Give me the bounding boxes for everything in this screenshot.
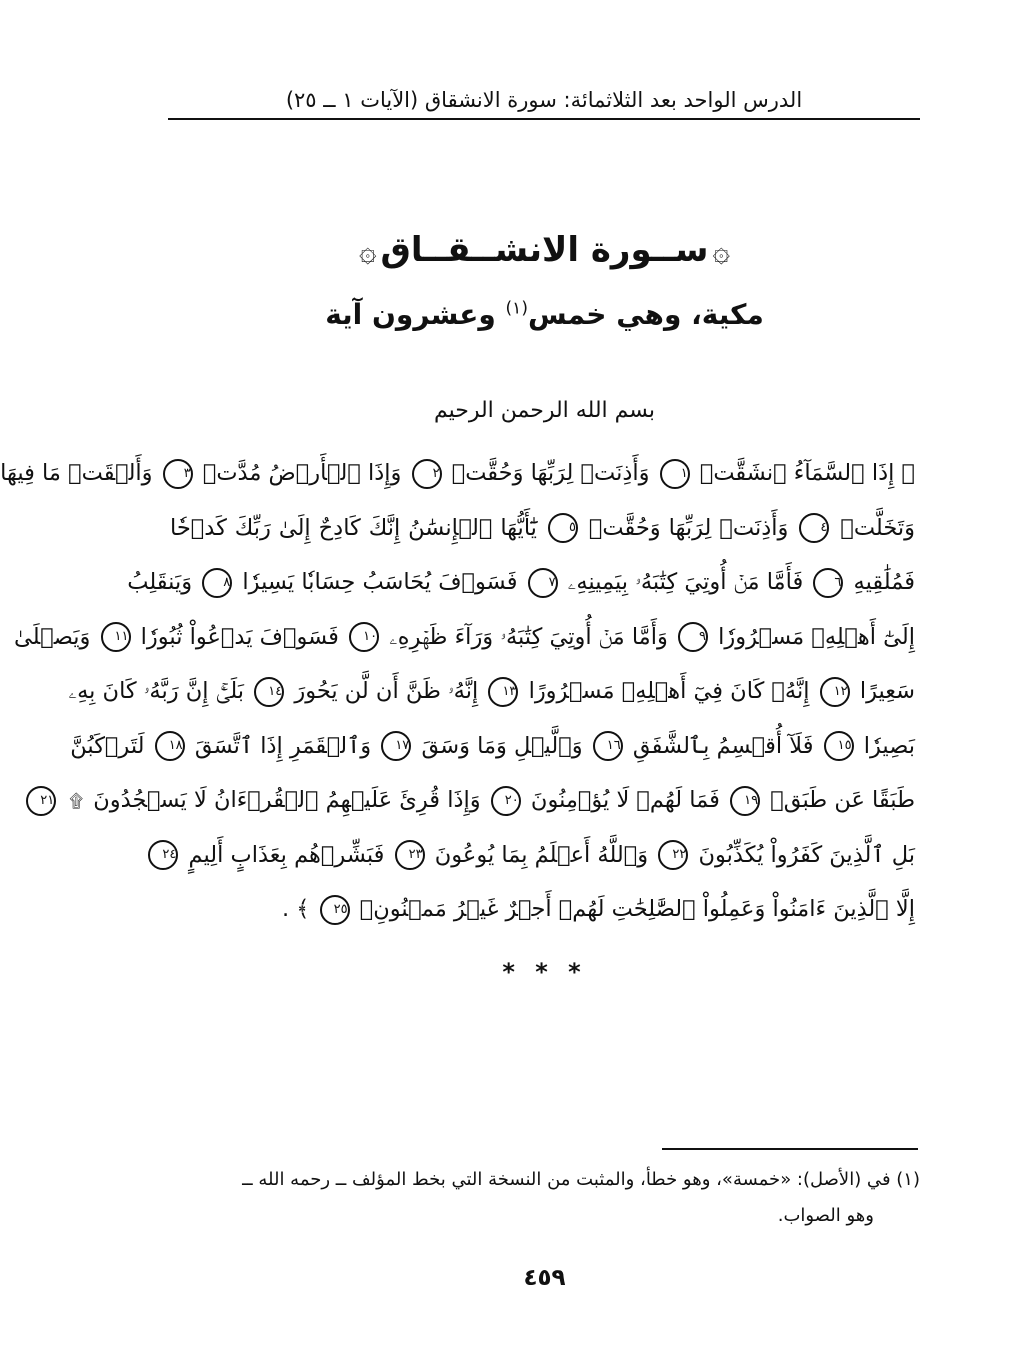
ayah-number-marker: ٥ [548,513,578,543]
verse-line [127,555,915,610]
verse-line [68,664,915,719]
verse-text: إِلَّا ٱلَّذِينَ ءَامَنُواْ وَعَمِلُواْ ٱلصَّٰلِحَٰتِ لَهُمۡ أَجۡرٌ غَيۡرُ مَمۡنُونِۭ [359,896,915,922]
header-rule [168,118,920,120]
verse-text: وَيَصۡلَىٰ [14,623,91,650]
ornament-open-icon: ۞ [712,234,731,269]
footnote-ref: (١) [505,298,528,319]
verse-line [14,610,915,665]
verse-text: إِنَّهُۥ ظَنَّ أَن لَّن يَحُورَ [294,678,479,704]
verse-text: وَيَنقَلِبُ [127,569,193,595]
verse-text: بَلِ ٱلَّذِينَ كَفَرُواْ يُكَذِّبُونَ [698,841,915,868]
ayah-number-marker: ١٠ [349,622,379,652]
subtitle-before: مكية، وهي خمس [527,298,764,331]
ayah-number-marker: ١٤ [254,677,284,707]
ayah-number-marker: ٢٤ [148,840,178,870]
verse-text: سَعِيرًا [859,678,915,704]
verse-text: يَٰٓأَيُّهَا ٱلۡإِنسَٰنُ إِنَّكَ كَادِحٌ إِلَىٰ رَبِّكَ كَدۡحٗا [170,514,537,541]
surah-subtitle [70,298,1019,331]
surah-title-text: ســورة الانشــقــاق [380,230,709,270]
footnote-rule [662,1148,918,1150]
verse-line [0,446,915,501]
verse-text: وَأَذِنَتۡ لِرَبِّهَا وَحُقَّتۡ [451,460,650,486]
verse-line [40,773,915,828]
verse-text: إِنَّهُۥ كَانَ فِيٓ أَهۡلِهِۦ مَسۡرُورًا [528,678,810,704]
verse-text: وَأَمَّا مَنۡ أُوتِيَ كِتَٰبَهُۥ وَرَآءَ ظَهۡرِهِۦ [389,623,668,650]
footnote-line-2: وهو الصواب. [777,1205,874,1226]
section-separator: * * * [502,958,587,986]
ayah-number-marker: ٢٢ [658,840,688,870]
verse-text: إِلَىٰٓ أَهۡلِهِۦ مَسۡرُورٗا [718,623,915,650]
verse-line [70,719,915,774]
verse-text: وَتَخَلَّتۡ [840,514,916,541]
verse-text: طَبَقًا عَن طَبَقٖ [770,787,915,813]
footnote [168,1162,920,1234]
verse-line [170,882,915,937]
verse-text: وَٱلۡقَمَرِ إِذَا ٱتَّسَقَ [194,732,372,759]
verse-text: وَإِذَا قُرِئَ عَلَيۡهِمُ ٱلۡقُرۡءَانُ لَا يَسۡجُدُونَ [93,787,481,813]
verse-text: ﴿ إِذَا ٱلسَّمَآءُ ٱنشَقَّتۡ [699,460,915,486]
ayah-number-marker: ٩ [678,622,708,652]
ayah-number-marker: ٨ [202,568,232,598]
basmala: بسم الله الرحمن الرحيم [433,398,656,423]
verse-text: فَمَا لَهُمۡ لَا يُؤۡمِنُونَ [530,787,720,813]
ayah-number-marker: ١١ [101,622,131,652]
ornament-close-icon: ۞ [358,234,377,269]
ayah-number-marker: ٢ [412,459,442,489]
ayah-number-marker: ١ [660,459,690,489]
ayah-number-marker: ٢٥ [320,895,350,925]
page-number: ٤٥٩ [523,1265,566,1291]
verse-text: وَأَلۡقَتۡ مَا فِيهَا [0,460,153,486]
surah-title [70,230,1019,270]
verse-text: فَسَوۡفَ يُحَاسَبُ حِسَابٗا يَسِيرٗا [242,569,518,595]
footnote-line-1: (١) في (الأصل): «خمسة»، وهو خطأ، والمثبت من النسخة التي بخط المؤلف ــ رحمه الله ــ [242,1169,920,1190]
verse-text: فَلَآ أُقۡسِمُ بِٱلشَّفَقِ [632,732,814,759]
ayah-number-marker: ١٦ [593,731,623,761]
verse-line [170,501,915,556]
verse-text: ﴾ . [281,896,310,922]
verse-text: وَٱللَّهُ أَعۡلَمُ بِمَا يُوعُونَ [434,841,649,868]
ayah-number-marker: ٢٠ [491,786,521,816]
verse-text: فَمُلَٰقِيهِ [853,569,915,595]
subtitle-after: وعشرون آية [325,298,506,331]
ayah-number-marker: ١٥ [824,731,854,761]
verse-text: فَأَمَّا مَنۡ أُوتِيَ كِتَٰبَهُۥ بِيَمِينِهِۦ [567,569,804,595]
verse-line [162,828,915,883]
ayah-number-marker: ٤ [799,513,829,543]
verses-block [0,446,916,937]
sajda-icon: ۩ [69,791,84,812]
verse-text: وَأَذِنَتۡ لِرَبِّهَا وَحُقَّتۡ [588,514,789,541]
verse-text: فَبَشِّرۡهُم بِعَذَابٍ أَلِيمٍ [188,841,385,868]
ayah-number-marker: ١٨ [155,731,185,761]
ayah-number-marker: ١٧ [381,731,411,761]
verse-text: وَٱلَّيۡلِ وَمَا وَسَقَ [421,732,583,759]
verse-text: لَتَرۡكَبُنَّ [70,732,145,759]
verse-text: بَصِيرٗا [863,732,915,759]
ayah-number-marker: ١٢ [820,677,850,707]
ayah-number-marker: ١٣ [488,677,518,707]
ayah-number-marker: ٣ [163,459,193,489]
verse-text: وَإِذَا ٱلۡأَرۡضُ مُدَّتۡ [202,460,402,486]
verse-text: بَلَىٰٓۚ إِنَّ رَبَّهُۥ كَانَ بِهِۦ [68,678,245,704]
ayah-number-marker: ١٩ [730,786,760,816]
verse-text: فَسَوۡفَ يَدۡعُواْ ثُبُورٗا [140,623,339,650]
ayah-number-marker: ٧ [528,568,558,598]
ayah-number-marker: ٢١ [26,786,56,816]
ayah-number-marker: ٢٣ [395,840,425,870]
running-header: الدرس الواحد بعد الثلاثمائة: سورة الانشقاق (الآيات ١ ــ ٢٥) [285,88,803,112]
ayah-number-marker: ٦ [813,568,843,598]
